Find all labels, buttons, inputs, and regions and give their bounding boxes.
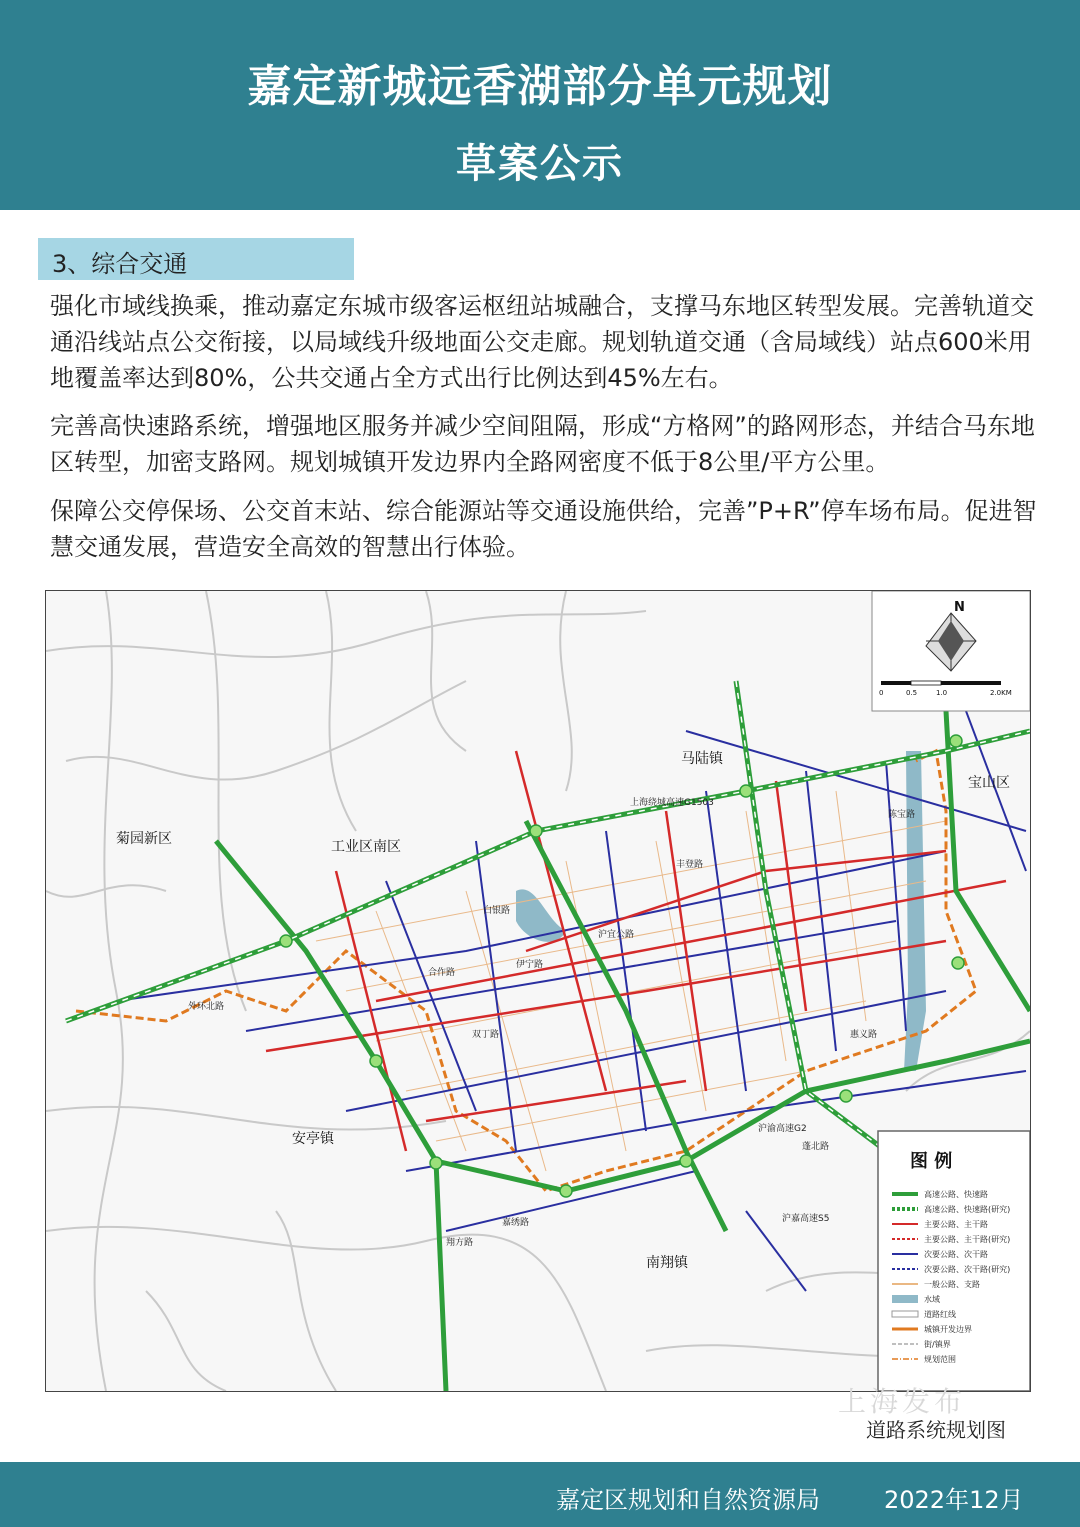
scale-label-2-0: 2.0KM (990, 689, 1012, 697)
label-anting: 安亭镇 (292, 1131, 334, 1147)
section-heading: 3、综合交通 (52, 250, 188, 278)
label-yining: 伊宁路 (516, 960, 544, 970)
label-baoshan: 宝山区 (968, 775, 1010, 791)
legend-red-line: 道路红线 (924, 1310, 956, 1319)
north-label: N (954, 600, 965, 615)
label-huyu2: 沪渝高速G2 (758, 1124, 807, 1134)
legend-arterial-study: 主要公路、主干路(研究) (924, 1235, 1011, 1244)
scale-label-0-5: 0.5 (906, 689, 918, 697)
footer-organization: 嘉定区规划和自然资源局 (556, 1486, 820, 1514)
legend-secondary-study: 次要公路、次干路(研究) (924, 1265, 1011, 1274)
scale-label-0: 0 (879, 689, 884, 697)
label-malu: 马陆镇 (681, 751, 723, 767)
label-jiaqi: 嘉绣路 (502, 1218, 530, 1228)
legend-expressway-study: 高速公路、快速路(研究) (924, 1205, 1011, 1214)
road-system-map (45, 590, 1031, 1392)
legend-arterial: 主要公路、主干路 (924, 1220, 988, 1229)
legend-secondary: 次要公路、次干路 (924, 1250, 988, 1259)
compass-box (872, 591, 1030, 711)
legend-town-boundary: 街/镇界 (924, 1340, 951, 1349)
map-caption: 道路系统规划图 (866, 1418, 1006, 1442)
label-shihai: 沪嘉高速S5 (782, 1214, 830, 1224)
legend-plan-scope: 规划范围 (924, 1355, 956, 1364)
legend-local: 一般公路、支路 (924, 1280, 980, 1289)
label-fangbo: 翔方路 (446, 1238, 474, 1248)
label-huiyi: 惠义路 (850, 1030, 878, 1040)
label-heming: 合作路 (428, 968, 456, 978)
legend-dev-boundary: 城镇开发边界 (924, 1325, 972, 1334)
legend-water: 水域 (924, 1295, 940, 1304)
header-banner (0, 0, 1080, 210)
legend-title: 图 例 (910, 1151, 953, 1172)
footer-date: 2022年12月 (884, 1486, 1024, 1514)
label-zhenbei: 蓬北路 (802, 1142, 830, 1152)
page-subtitle: 草案公示 (456, 141, 624, 187)
label-waihuan: 外环北路 (188, 1002, 225, 1012)
label-fengming: 丰登路 (676, 860, 704, 870)
label-g1503: 上海绕城高速G1503 (630, 798, 714, 808)
map-legend (878, 1131, 1030, 1391)
scale-label-1-0: 1.0 (936, 689, 948, 697)
label-gongye: 工业区南区 (331, 839, 401, 855)
label-nanxiang: 南翔镇 (646, 1255, 688, 1271)
section-heading-tab (38, 238, 354, 280)
legend-expressway: 高速公路、快速路 (924, 1190, 988, 1199)
page-title: 嘉定新城远香湖部分单元规划 (247, 61, 833, 112)
label-juyuan: 菊园新区 (116, 831, 172, 847)
footer-banner (0, 1462, 1080, 1527)
label-baiyin: 白银路 (483, 906, 511, 916)
label-huyu: 沪宜公路 (598, 930, 635, 940)
label-chenyin: 陈宝路 (888, 810, 916, 820)
map-svg (46, 591, 1030, 1391)
paragraph-transit: 强化市域线换乘，推动嘉定东城市级客运枢纽站城融合，支撑马东地区转型发展。完善轨道交通沿线站点公交衔接，以局域线升级地面公交走廊。规划轨道交通（含局域线）站点600米用地覆盖率达到80%，公共交通占全方式出行比例达到45%左右。 (50, 292, 1034, 392)
development-boundary (76, 751, 976, 1191)
label-shuangding: 双丁路 (472, 1030, 500, 1040)
watermark: 上海发布 (838, 1385, 967, 1418)
paragraph-roads: 完善高快速路系统，增强地区服务并减少空间阻隔，形成“方格网”的路网形态，并结合马东地区转型，加密支路网。规划城镇开发边界内全路网密度不低于8公里/平方公里。 (50, 412, 1035, 476)
paragraph-facilities: 保障公交停保场、公交首末站、综合能源站等交通设施供给，完善”P+R”停车场布局。促进智慧交通发展，营造安全高效的智慧出行体验。 (50, 497, 1037, 561)
